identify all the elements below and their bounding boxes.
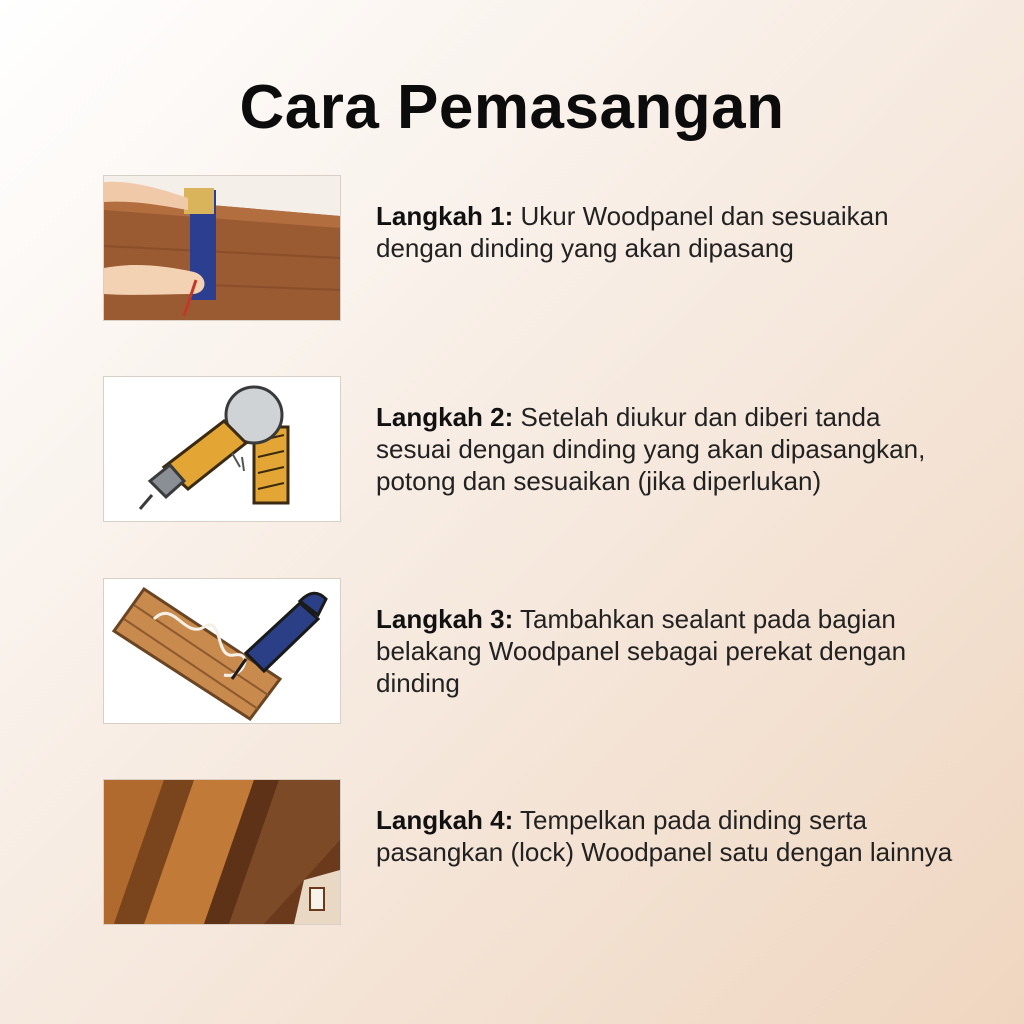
step-4-label: Langkah 4: xyxy=(376,805,514,835)
step-1-image xyxy=(104,176,340,320)
step-1-text xyxy=(376,200,956,264)
step-4 xyxy=(104,780,984,926)
step-4-image xyxy=(104,780,340,924)
sealant-gun-icon xyxy=(104,579,340,723)
step-3 xyxy=(104,579,984,725)
step-3-label: Langkah 3: xyxy=(376,604,514,634)
woodpanel-lock-icon xyxy=(104,780,340,924)
step-2-image xyxy=(104,377,340,521)
step-1-label: Langkah 1: xyxy=(376,201,514,231)
step-2-label: Langkah 2: xyxy=(376,402,514,432)
step-2 xyxy=(104,377,984,523)
step-3-description: Tambahkan sealant pada bagian belakang Woodpanel sebagai perekat dengan dinding xyxy=(376,604,907,698)
step-4-description: Tempelkan pada dinding serta pasangkan (lock) Woodpanel satu dengan lainnya xyxy=(376,805,953,867)
step-1 xyxy=(104,176,984,322)
measuring-icon xyxy=(104,176,340,320)
step-3-image xyxy=(104,579,340,723)
page-title: Cara Pemasangan xyxy=(239,73,785,142)
step-2-description: Setelah diukur dan diberi tanda sesuai dengan dinding yang akan dipasangkan, potong dan sesuaikan (jika diperlukan) xyxy=(376,402,926,496)
step-4-text xyxy=(376,804,956,868)
step-2-text xyxy=(376,401,956,497)
step-1-description: Ukur Woodpanel dan sesuaikan dengan dinding yang akan dipasang xyxy=(376,201,889,263)
step-3-text xyxy=(376,603,956,699)
cutting-grinder-icon xyxy=(104,377,340,521)
